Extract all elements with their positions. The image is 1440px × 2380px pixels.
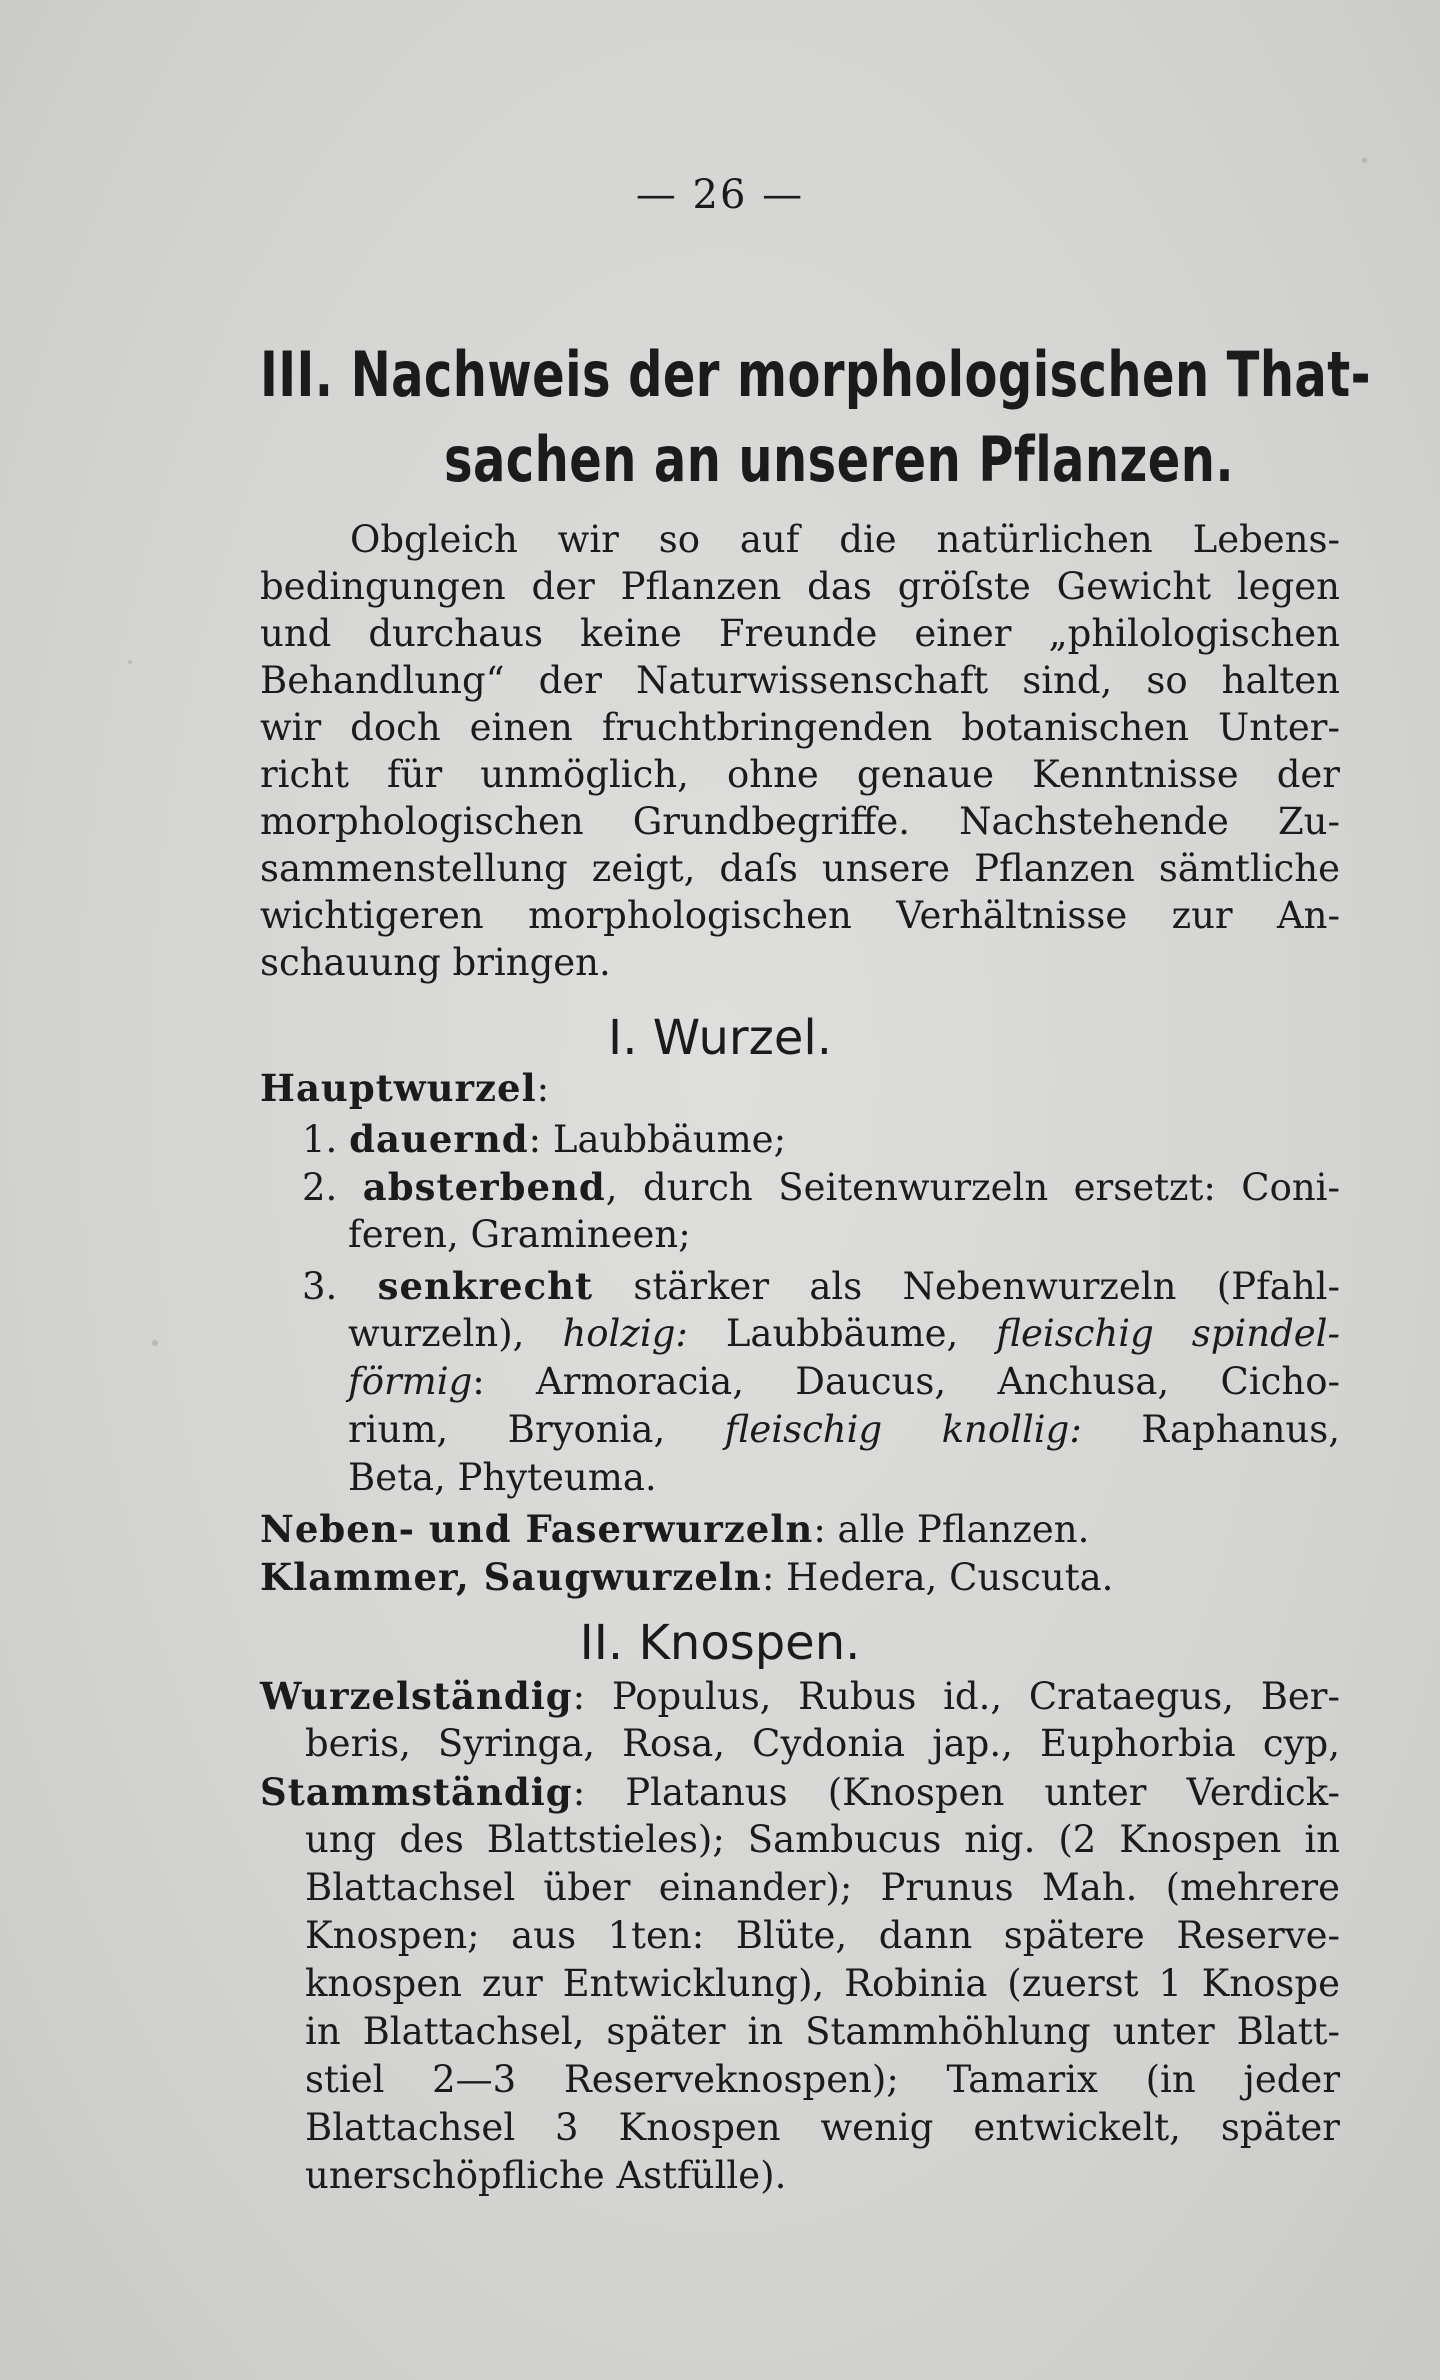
scan-speck [1362, 158, 1367, 163]
term-senkrecht: senkrecht [377, 1264, 594, 1308]
wurzelstaendig-continuation: beris, Syringa, Rosa, Cydonia jap., Euphorbia cyp, [305, 1722, 1340, 1765]
term-stammstaendig: Stammständig [260, 1770, 573, 1814]
intro-line: Obgleich wir so auf die natürlichen Lebens- [350, 518, 1340, 561]
scan-speck [152, 1340, 158, 1346]
stammstaendig-continuation: ung des Blattstieles); Sambucus nig. (2 Knospen in [305, 1818, 1340, 1861]
list-item [302, 1262, 1340, 1311]
section-title-wurzel: I. Wurzel. [608, 1010, 832, 1066]
intro-line: richt für unmöglich, ohne genaue Kenntnisse der [260, 753, 1340, 796]
list-number: 2. [302, 1166, 338, 1209]
section-title-knospen: II. Knospen. [579, 1615, 861, 1671]
term-hauptwurzel: Hauptwurzel [260, 1066, 537, 1110]
intro-line: und durchaus keine Freunde einer „philologischen [260, 612, 1340, 655]
intro-line: bedingungen der Pflanzen das gröſste Gewicht legen [260, 565, 1340, 608]
item-text: wurzeln), [348, 1312, 563, 1355]
stammstaendig-continuation: stiel 2—3 Reserveknospen); Tamarix (in jeder [305, 2058, 1340, 2101]
stammstaendig-continuation: knospen zur Entwicklung), Robinia (zuerst 1 Knospe [305, 1962, 1340, 2005]
italic-term: holzig: [562, 1312, 688, 1355]
stammstaendig-continuation: Blattachsel 3 Knospen wenig entwickelt, später [305, 2106, 1340, 2149]
item-text: stärker als Nebenwurzeln (Pfahl- [593, 1265, 1340, 1308]
term-klammer-saugwurzeln: Klammer, Saugwurzeln [260, 1555, 762, 1599]
stammstaendig-line [260, 1768, 1340, 1817]
term-wurzelstaendig: Wurzelständig [260, 1674, 573, 1718]
item-text: Raphanus, [1081, 1408, 1340, 1451]
italic-term: förmig [348, 1360, 473, 1403]
intro-line: schauung bringen. [260, 941, 611, 984]
italic-term: fleischig spindel- [996, 1312, 1341, 1355]
intro-line: sammenstellung zeigt, daſs unsere Pflanzen sämtliche [260, 847, 1340, 890]
list-item-continuation [348, 1406, 1340, 1454]
intro-line: wir doch einen fruchtbringenden botanischen Unter- [260, 706, 1340, 749]
list-item [302, 1163, 1340, 1212]
term-neben-faserwurzeln: Neben- und Faserwurzeln [260, 1507, 814, 1551]
item-text: rium, Bryonia, [348, 1408, 725, 1451]
intro-line: Behandlung“ der Naturwissenschaft sind, so halten [260, 659, 1340, 702]
list-item-continuation: Beta, Phyteuma. [348, 1456, 657, 1499]
italic-term: fleischig knollig: [724, 1408, 1082, 1451]
chapter-heading-line-1: III. Nachweis der morphologischen That- [260, 338, 1371, 411]
term-absterbend: absterbend [362, 1165, 606, 1209]
scan-speck [128, 660, 132, 664]
chapter-heading-line-2: sachen an unseren Pflanzen. [444, 423, 1234, 496]
hauptwurzel-line [260, 1064, 1340, 1113]
item-text: : Laubbäume; [528, 1118, 787, 1161]
item-text: Laubbäume, [687, 1312, 997, 1355]
list-item-continuation [348, 1358, 1340, 1406]
item-text: : Hedera, Cuscuta. [761, 1556, 1114, 1599]
item-text: : Platanus (Knospen unter Verdick- [572, 1771, 1340, 1814]
klammer-line [260, 1553, 1340, 1602]
list-number: 1. [302, 1118, 338, 1161]
stammstaendig-continuation: in Blattachsel, später in Stammhöhlung unter Blatt- [305, 2010, 1340, 2053]
stammstaendig-continuation: unerschöpfliche Astfülle). [305, 2154, 787, 2197]
item-text: , durch Seitenwurzeln ersetzt: Coni- [605, 1166, 1341, 1209]
item-text: : alle Pflanzen. [813, 1508, 1090, 1551]
intro-line: morphologischen Grundbegriffe. Nachstehende Zu- [260, 800, 1340, 843]
colon: : [536, 1067, 550, 1110]
stammstaendig-continuation: Blattachsel über einander); Prunus Mah. (mehrere [305, 1866, 1340, 1909]
neben-line [260, 1505, 1340, 1554]
item-text: : Populus, Rubus id., Crataegus, Ber- [572, 1675, 1340, 1718]
intro-line: wichtigeren morphologischen Verhältnisse zur An- [260, 894, 1340, 937]
list-number: 3. [302, 1265, 338, 1308]
wurzelstaendig-line [260, 1672, 1340, 1721]
page-number: — 26 — [635, 172, 805, 218]
list-item-continuation [348, 1310, 1340, 1358]
stammstaendig-continuation: Knospen; aus 1ten: Blüte, dann spätere Reserve- [305, 1914, 1340, 1957]
list-item [302, 1115, 1382, 1164]
item-text: : Armoracia, Daucus, Anchusa, Cicho- [472, 1360, 1340, 1403]
list-item-continuation: feren, Gramineen; [348, 1213, 691, 1256]
term-dauernd: dauernd [349, 1117, 529, 1161]
